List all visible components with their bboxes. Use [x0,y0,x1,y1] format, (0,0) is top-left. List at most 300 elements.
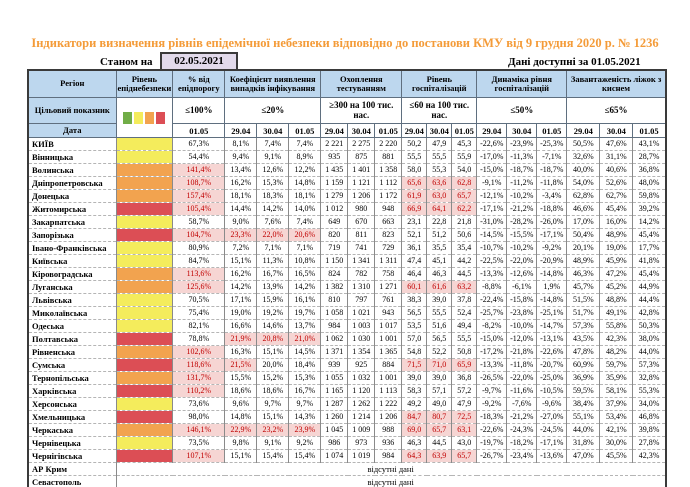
epidemic-level-cell [116,307,173,320]
date-cell: 29.04 [477,124,507,138]
value-cell: 2 220 [375,138,402,151]
value-cell: 41,8% [633,255,666,268]
value-cell: -18,8% [537,203,567,216]
value-cell: 50,3% [633,320,666,333]
value-cell: 54,8 [402,346,427,359]
value-cell: 1 165 [321,385,348,398]
epidemic-level-cell [116,346,173,359]
value-cell: 39,8% [633,424,666,437]
value-cell: 14,4% [225,203,257,216]
value-cell: 820 [321,229,348,242]
value-cell: 52,4 [452,307,477,320]
epidemic-level-cell [116,190,173,203]
value-cell: 50,6 [452,229,477,242]
value-cell: 49,2 [402,398,427,411]
epidemic-level-cell [116,411,173,424]
value-cell: 15,9% [257,294,289,307]
table-row [28,307,666,320]
value-cell: 1 121 [348,177,375,190]
value-cell: 16,0% [600,216,633,229]
value-cell: 67,3% [173,138,225,151]
epidemic-level-cell [116,294,173,307]
value-cell: 1 365 [375,346,402,359]
value-cell: -21,8% [507,346,537,359]
value-cell: 43,0 [452,437,477,450]
value-cell: 1 206 [348,190,375,203]
value-cell: 52,6% [600,177,633,190]
value-cell: -18,3% [477,411,507,424]
epidemic-level-cell [116,151,173,164]
region-name: Кіровоградська [28,268,116,281]
value-cell: 46,6% [567,203,600,216]
value-cell: 36,9% [567,372,600,385]
value-cell: 19,0% [600,242,633,255]
value-cell: 15,4% [289,450,321,463]
value-cell: 16,3% [225,346,257,359]
value-cell: 73,5% [173,437,225,450]
value-cell: 54,0% [567,177,600,190]
region-name: Тернопільська [28,372,116,385]
value-cell: -15,0% [477,333,507,346]
value-cell: -24,5% [537,424,567,437]
target-testing: ≥300 на 100 тис. нас. [321,98,402,124]
value-cell: 56,5 [402,307,427,320]
value-cell: 22,9% [225,424,257,437]
value-cell: 47,9 [452,398,477,411]
value-cell: 84,7 [402,411,427,424]
value-cell: 38,4% [567,398,600,411]
value-cell: -19,7% [477,437,507,450]
value-cell: 1 019 [348,450,375,463]
header-group-detection: Коефіцієнт виявлення випадків інфікування [225,70,321,98]
value-cell: -25,3% [537,138,567,151]
value-cell: -10,2% [507,190,537,203]
value-cell: 66,9 [402,203,427,216]
value-cell: -22,5% [477,255,507,268]
value-cell: 59,7% [600,359,633,372]
value-cell: 98,0% [173,411,225,424]
value-cell: 50,8 [452,346,477,359]
value-cell: 2 275 [348,138,375,151]
value-cell: -28,2% [507,216,537,229]
date-cell: 29.04 [225,124,257,138]
value-cell: 44,0% [633,346,666,359]
value-cell: 18,1% [289,190,321,203]
value-cell: 1 009 [348,424,375,437]
epidemic-level-cell [116,359,173,372]
value-cell: 663 [375,216,402,229]
value-cell: 18,4% [289,359,321,372]
value-cell: -14,8% [537,268,567,281]
target-detection: ≤20% [225,98,321,124]
value-cell: -17,1% [537,437,567,450]
value-cell: 64,3 [402,450,427,463]
value-cell: -25,1% [537,307,567,320]
value-cell: -8,2% [477,320,507,333]
value-cell: 55,5 [402,151,427,164]
value-cell: 10,8% [289,255,321,268]
value-cell: 810 [321,294,348,307]
region-name: Чернівецька [28,437,116,450]
value-cell: 1 341 [348,255,375,268]
yellow-level-icon [134,112,143,124]
orange-level-icon [145,112,154,124]
value-cell: -10,2% [507,242,537,255]
value-cell: 44,4% [633,294,666,307]
date-cell: 29.04 [567,124,600,138]
value-cell: -13,3% [477,268,507,281]
header-level: Рівень епіднебезпеки [116,70,173,98]
red-level-icon [156,112,165,124]
value-cell: 925 [348,359,375,372]
value-cell: -31,0% [477,216,507,229]
target-oxygen-beds: ≤65% [567,98,666,124]
region-name: Львівська [28,294,116,307]
value-cell: 39,0 [402,372,427,385]
value-cell: -13,3% [477,359,507,372]
value-cell: -18,2% [507,437,537,450]
value-cell: 36,8% [633,164,666,177]
value-cell: -17,2% [477,346,507,359]
date-cell: 30.04 [507,124,537,138]
table-row [28,437,666,450]
value-cell: 16,7% [257,268,289,281]
region-name: Рівненська [28,346,116,359]
value-cell: 46,4 [402,268,427,281]
value-cell: 104,7% [173,229,225,242]
value-cell: 18,6% [225,385,257,398]
value-cell: 49,4 [452,320,477,333]
value-cell: 32,6% [567,151,600,164]
value-cell: -22,6% [537,346,567,359]
value-cell: 45,5% [600,450,633,463]
no-data-cell: відсутні дані [116,463,666,476]
value-cell: 110,2% [173,385,225,398]
value-cell: 1 150 [321,255,348,268]
value-cell: 59,8% [633,190,666,203]
value-cell: -24,3% [507,424,537,437]
value-cell: 14,3% [289,411,321,424]
value-cell: 1 030 [348,333,375,346]
value-cell: 47,8% [567,346,600,359]
value-cell: -6,1% [507,281,537,294]
value-cell: 15,1% [257,411,289,424]
value-cell: -22,0% [507,372,537,385]
value-cell: 57,2 [452,385,477,398]
value-cell: 20,6% [289,229,321,242]
region-name: Житомирська [28,203,116,216]
value-cell: 46,3 [402,437,427,450]
value-cell: 48,9% [567,255,600,268]
value-cell: 1 311 [375,255,402,268]
value-cell: -11,3% [507,151,537,164]
value-cell: 47,2% [600,268,633,281]
value-cell: 51,6 [427,320,452,333]
value-cell: 56,5 [427,333,452,346]
value-cell: 1 354 [348,346,375,359]
value-cell: -26,0% [537,216,567,229]
value-cell: 1 371 [321,346,348,359]
table-row [28,268,666,281]
region-name: Харківська [28,385,116,398]
region-name: Київська [28,255,116,268]
value-cell: 57,0 [402,333,427,346]
value-cell: 58,0 [402,164,427,177]
value-cell: 1 021 [348,307,375,320]
value-cell: 42,1% [600,424,633,437]
value-cell: 80,9% [173,242,225,255]
table-row [28,164,666,177]
value-cell: 884 [375,359,402,372]
value-cell: 28,7% [633,151,666,164]
date-cell: 30.04 [600,124,633,138]
value-cell: 35,4 [452,242,477,255]
value-cell: -10,0% [507,320,537,333]
epidemic-level-cell [116,320,173,333]
value-cell: 22,0% [257,229,289,242]
value-cell: 43,1% [633,138,666,151]
value-cell: 15,1% [257,346,289,359]
value-cell: 1 055 [321,372,348,385]
value-cell: 1 012 [321,203,348,216]
value-cell: 51,2 [427,229,452,242]
epidemic-level-cell [116,281,173,294]
value-cell: 113,6% [173,268,225,281]
value-cell: -13,6% [537,450,567,463]
value-cell: 54,4% [173,151,225,164]
region-name: Одеська [28,320,116,333]
date-cell: 29.04 [321,124,348,138]
value-cell: 63,6 [427,177,452,190]
value-cell: 42,8% [633,307,666,320]
value-cell: 39,0 [427,294,452,307]
value-cell: 65,7 [452,190,477,203]
value-cell: -20,7% [537,359,567,372]
epidemic-level-cell [116,268,173,281]
date-cell: 30.04 [427,124,452,138]
table-row [28,190,666,203]
value-cell: 14,2% [289,281,321,294]
value-cell: 1 206 [375,411,402,424]
value-cell: 48,0% [633,177,666,190]
value-cell: -18,7% [507,164,537,177]
value-cell: -25,0% [537,372,567,385]
table-row [28,450,666,463]
value-cell: 61,6 [427,281,452,294]
value-cell: 11,3% [257,255,289,268]
value-cell: 108,7% [173,177,225,190]
value-cell: 65,7 [452,450,477,463]
value-cell: 14,2% [633,216,666,229]
value-cell: 60,1 [402,281,427,294]
value-cell: 55,9 [452,151,477,164]
value-cell: 44,0% [567,424,600,437]
value-cell: 62,8 [452,177,477,190]
date-row-label: Дата [28,124,116,138]
value-cell: -22,6% [477,138,507,151]
value-cell: 61,9 [402,190,427,203]
value-cell: 1 271 [375,281,402,294]
value-cell: 17,1% [225,294,257,307]
value-cell: 758 [375,268,402,281]
value-cell: 44,5 [452,268,477,281]
value-cell: 1 120 [348,385,375,398]
value-cell: 59,5% [567,385,600,398]
value-cell: 49,0 [427,398,452,411]
value-cell: 60,9% [567,359,600,372]
value-cell: 13,7% [289,320,321,333]
value-cell: 131,7% [173,372,225,385]
value-cell: 47,6% [600,138,633,151]
table-row [28,138,666,151]
date-cell: 01.05 [173,124,225,138]
value-cell: 55,8% [600,320,633,333]
epidemic-level-cell [116,385,173,398]
value-cell: 1 260 [321,411,348,424]
value-cell: -15,0% [477,164,507,177]
region-name: Черкаська [28,424,116,437]
value-cell: -14,8% [537,294,567,307]
value-cell: 13,4% [225,164,257,177]
value-cell: 58,7% [173,216,225,229]
value-cell: 57,3% [567,320,600,333]
value-cell: -9,2% [537,242,567,255]
value-cell: 52,2 [427,346,452,359]
value-cell: 14,8% [225,411,257,424]
region-name: Дніпропетровська [28,177,116,190]
value-cell: 17,0% [567,216,600,229]
value-cell: 65,9 [452,359,477,372]
value-cell: 107,1% [173,450,225,463]
value-cell: 141,4% [173,164,225,177]
value-cell: 9,2% [289,437,321,450]
value-cell: 27,8% [633,437,666,450]
value-cell: 23,1 [402,216,427,229]
value-cell: 55,3% [633,385,666,398]
table-row [28,216,666,229]
value-cell: 58,1% [600,385,633,398]
value-cell: 1 222 [375,398,402,411]
value-cell: 1 310 [348,281,375,294]
value-cell: 15,1% [225,255,257,268]
value-cell: 7,4% [289,138,321,151]
value-cell: 17,7% [633,242,666,255]
value-cell: 23,9% [289,424,321,437]
epidemic-level-cell [116,177,173,190]
value-cell: 47,9 [427,138,452,151]
value-cell: 65,6 [402,177,427,190]
value-cell: 37,8 [452,294,477,307]
table-body [28,138,666,487]
value-cell: 824 [321,268,348,281]
value-cell: 939 [321,359,348,372]
value-cell: 986 [321,437,348,450]
epidemic-level-cell [116,229,173,242]
value-cell: 16,7% [289,385,321,398]
table-row [28,281,666,294]
value-cell: -10,5% [537,385,567,398]
table-row [28,320,666,333]
value-cell: -26,7% [477,450,507,463]
value-cell: 1 113 [375,385,402,398]
value-cell: 1 112 [375,177,402,190]
value-cell: 1 017 [375,320,402,333]
epidemic-level-cell [116,333,173,346]
value-cell: -15,5% [507,229,537,242]
value-cell: 44,5 [427,437,452,450]
value-cell: 36,8 [452,372,477,385]
value-cell: 973 [348,437,375,450]
value-cell: 1 003 [348,320,375,333]
value-cell: 105,4% [173,203,225,216]
target-hospitalization: ≤60 на 100 тис. нас. [402,98,477,124]
value-cell: 12,2% [289,164,321,177]
value-cell: 46,3% [567,268,600,281]
value-cell: 38,3 [402,294,427,307]
value-cell: 46,8% [633,411,666,424]
epidemic-level-cell [116,242,173,255]
header-group-testing: Охоплення тестуванням [321,70,402,98]
value-cell: 15,3% [257,177,289,190]
epidemic-level-cell [116,138,173,151]
value-cell: 7,2% [225,242,257,255]
table-row [28,385,666,398]
table-row [28,411,666,424]
value-cell: -20,9% [537,255,567,268]
region-name: Чернігівська [28,450,116,463]
value-cell: -22,4% [477,294,507,307]
data-available-label: Дані доступні за 01.05.2021 [508,56,641,68]
value-cell: 48,2% [600,346,633,359]
value-cell: 55,5 [427,151,452,164]
value-cell: 63,9 [427,450,452,463]
value-cell: 31,1% [600,151,633,164]
value-cell: 1 001 [375,333,402,346]
value-cell: -10,7% [477,242,507,255]
table-row [28,294,666,307]
region-name: КИЇВ [28,138,116,151]
date-cell: 30.04 [348,124,375,138]
value-cell: 649 [321,216,348,229]
value-cell: 42,3% [633,450,666,463]
value-cell: 45,4% [633,268,666,281]
region-name: Сумська [28,359,116,372]
value-cell: -26,5% [477,372,507,385]
value-cell: -21,2% [507,411,537,424]
value-cell: 45,1 [427,255,452,268]
value-cell: 16,1% [289,294,321,307]
value-cell: 75,4% [173,307,225,320]
value-cell: 30,0% [600,437,633,450]
value-cell: 35,5 [427,242,452,255]
value-cell: -9,6% [537,398,567,411]
value-cell: 823 [375,229,402,242]
value-cell: 62,2 [452,203,477,216]
value-cell: 44,9% [633,281,666,294]
table-row [28,463,666,476]
value-cell: 15,1% [225,450,257,463]
header-group-epidthreshold: % від епідпорогу [173,70,225,98]
value-cell: 14,2% [225,281,257,294]
value-cell: 980 [348,203,375,216]
value-cell: 71,5 [402,359,427,372]
value-cell: -11,2% [507,177,537,190]
value-cell: 45,9% [600,255,633,268]
value-cell: 9,8% [225,437,257,450]
value-cell: 984 [321,320,348,333]
value-cell: 15,4% [257,450,289,463]
epidemic-level-cell [116,216,173,229]
